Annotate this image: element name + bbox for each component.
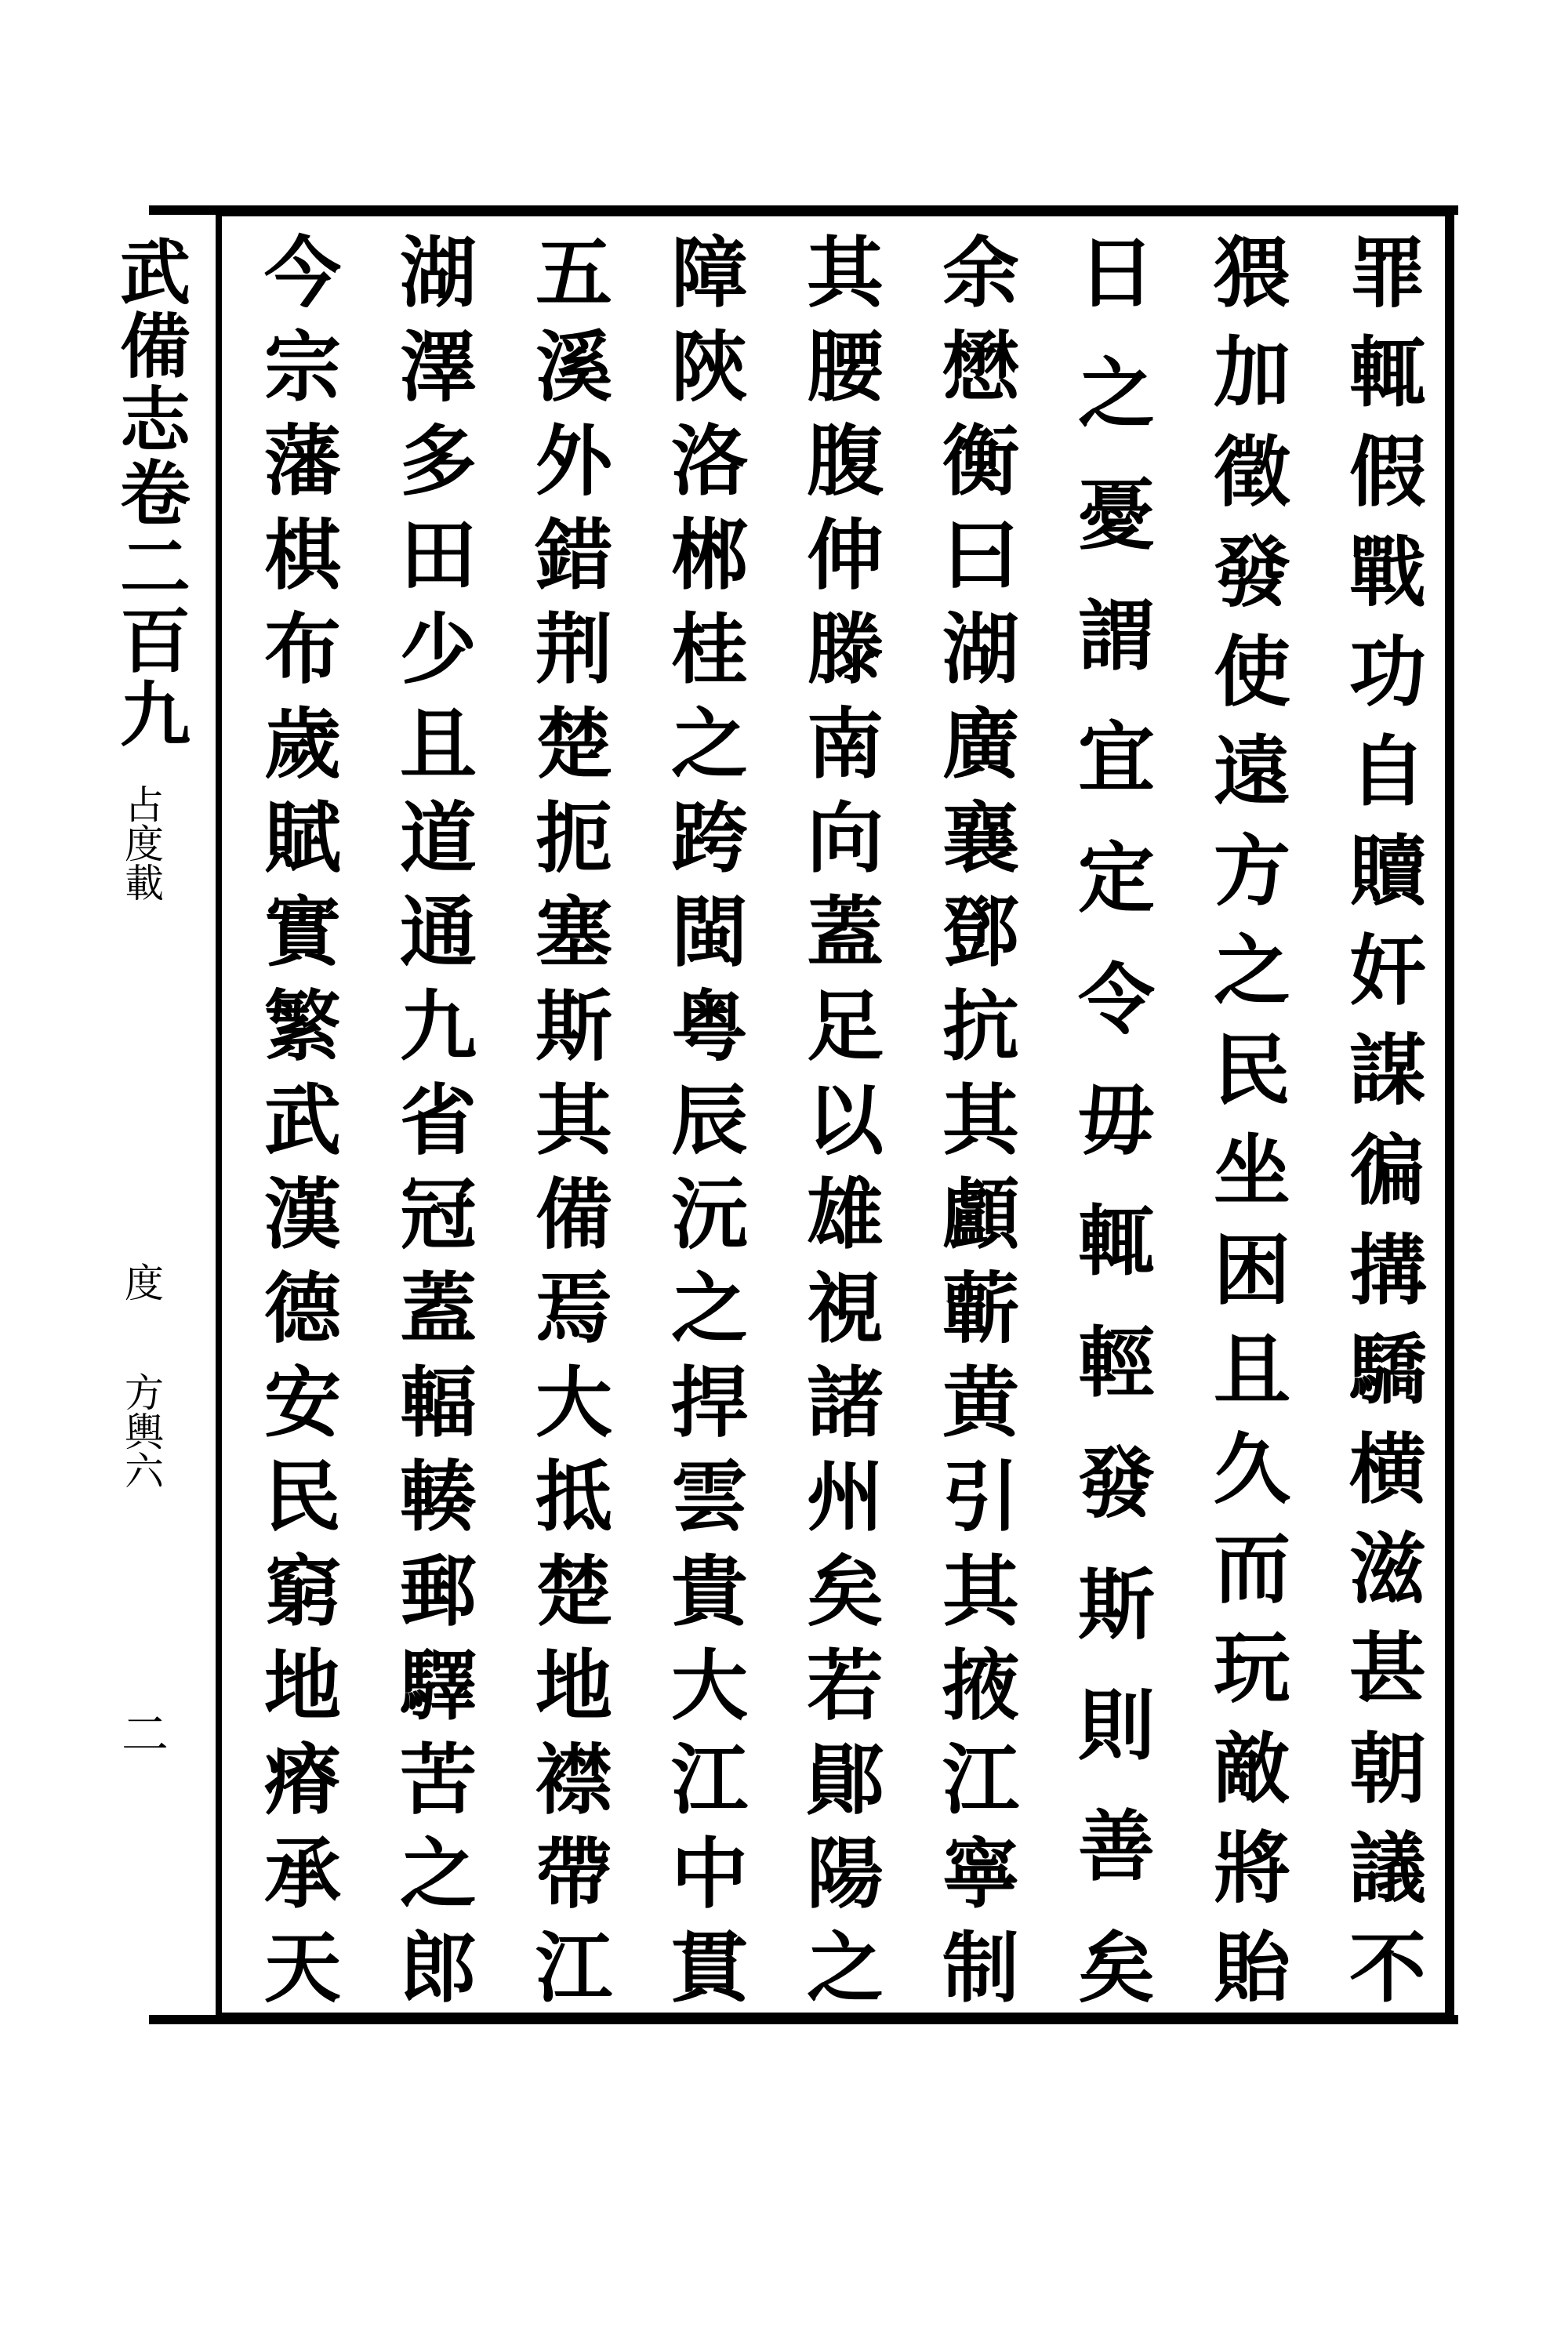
text-character: 賦 — [263, 793, 341, 884]
text-character: 安 — [263, 1358, 341, 1449]
text-character: 障 — [670, 228, 748, 318]
section-label-2: 方輿六 — [118, 1372, 164, 1490]
text-character: 蓋 — [399, 1264, 477, 1355]
text-character: 襟 — [535, 1734, 612, 1825]
text-character: 宗 — [263, 322, 341, 413]
text-character: 輕 — [1077, 1317, 1155, 1408]
text-character: 布 — [263, 604, 341, 695]
text-character: 則 — [1077, 1681, 1155, 1772]
text-character: 腰 — [806, 322, 884, 413]
text-character: 實 — [263, 887, 341, 978]
text-character: 貽 — [1213, 1922, 1290, 2013]
text-character: 少 — [399, 604, 477, 695]
text-character: 黄 — [942, 1358, 1019, 1449]
text-character: 貴 — [670, 1546, 748, 1637]
text-character: 令 — [1077, 954, 1155, 1045]
text-character: 余 — [942, 228, 1019, 318]
text-character: 之 — [670, 699, 748, 789]
text-character: 敵 — [1213, 1723, 1290, 1814]
text-column — [1341, 228, 1435, 2013]
text-character: 備 — [535, 1170, 612, 1261]
text-character: 輻 — [399, 1358, 477, 1449]
text-character: 假 — [1348, 427, 1426, 518]
text-character: 滋 — [1348, 1524, 1426, 1615]
text-character: 伸 — [806, 510, 884, 601]
text-column — [256, 228, 350, 2013]
text-character: 徵 — [1213, 427, 1290, 518]
text-character: 腹 — [806, 416, 884, 507]
text-character: 以 — [806, 1075, 884, 1166]
text-character: 通 — [399, 887, 477, 978]
text-column — [391, 228, 485, 2013]
text-character: 德 — [263, 1264, 341, 1355]
text-character: 功 — [1348, 626, 1426, 717]
text-character: 加 — [1213, 328, 1290, 419]
text-column — [662, 228, 757, 2013]
text-character: 甚 — [1348, 1624, 1426, 1715]
text-character: 捍 — [670, 1358, 748, 1449]
text-character: 宜 — [1077, 712, 1155, 803]
text-character: 焉 — [535, 1264, 612, 1355]
text-character: 將 — [1213, 1823, 1290, 1914]
text-character: 朝 — [1348, 1723, 1426, 1814]
text-character: 而 — [1213, 1524, 1290, 1615]
text-character: 中 — [670, 1828, 748, 1919]
text-character: 多 — [399, 416, 477, 507]
text-character: 罪 — [1348, 228, 1426, 318]
text-character: 之 — [1077, 349, 1155, 440]
text-character: 楚 — [535, 1546, 612, 1637]
text-character: 懋 — [942, 322, 1019, 413]
text-character: 郴 — [670, 510, 748, 601]
text-character: 沅 — [670, 1170, 748, 1261]
text-character: 貫 — [670, 1922, 748, 2013]
text-character: 繁 — [263, 981, 341, 1072]
text-character: 道 — [399, 793, 477, 884]
text-character: 地 — [535, 1640, 612, 1731]
text-column — [527, 228, 621, 2013]
text-character: 顱 — [942, 1170, 1019, 1261]
text-character: 瘠 — [263, 1734, 341, 1825]
text-character: 徧 — [1348, 1125, 1426, 1216]
text-character: 諸 — [806, 1358, 884, 1449]
text-character: 荆 — [535, 604, 612, 695]
text-character: 使 — [1213, 626, 1290, 717]
text-character: 猥 — [1213, 228, 1290, 318]
text-character: 鄖 — [806, 1734, 884, 1825]
text-character: 民 — [263, 1452, 341, 1543]
text-character: 溪 — [535, 322, 612, 413]
chapter-subtitle: 占度載 — [118, 784, 164, 902]
text-character: 雲 — [670, 1452, 748, 1543]
text-character: 廣 — [942, 699, 1019, 789]
text-character: 輒 — [1348, 328, 1426, 419]
text-character: 江 — [670, 1734, 748, 1825]
text-character: 衡 — [942, 416, 1019, 507]
text-character: 江 — [942, 1734, 1019, 1825]
text-character: 地 — [263, 1640, 341, 1731]
text-character: 掖 — [942, 1640, 1019, 1731]
text-character: 善 — [1077, 1802, 1155, 1893]
text-character: 郎 — [399, 1922, 477, 2013]
text-column — [934, 228, 1028, 2013]
page-number: 二 — [114, 1709, 169, 1756]
text-character: 省 — [399, 1075, 477, 1166]
text-character: 贖 — [1348, 826, 1426, 917]
text-character: 且 — [399, 699, 477, 789]
text-character: 滕 — [806, 604, 884, 695]
text-character: 民 — [1213, 1025, 1290, 1116]
text-character: 武 — [263, 1075, 341, 1166]
text-character: 辰 — [670, 1075, 748, 1166]
text-character: 陽 — [806, 1828, 884, 1919]
text-character: 外 — [535, 416, 612, 507]
text-character: 今 — [263, 228, 341, 318]
text-character: 引 — [942, 1452, 1019, 1543]
text-character: 之 — [399, 1828, 477, 1919]
text-character: 搆 — [1348, 1225, 1426, 1316]
text-character: 雄 — [806, 1170, 884, 1261]
section-label: 度 — [118, 1262, 164, 1301]
text-character: 之 — [1213, 926, 1290, 1017]
text-character: 洛 — [670, 416, 748, 507]
text-character: 冠 — [399, 1170, 477, 1261]
text-character: 跨 — [670, 793, 748, 884]
text-character: 田 — [399, 510, 477, 601]
text-character: 矣 — [806, 1546, 884, 1637]
text-character: 天 — [263, 1922, 341, 2013]
text-character: 輳 — [399, 1452, 477, 1543]
text-character: 議 — [1348, 1823, 1426, 1914]
text-character: 蘄 — [942, 1264, 1019, 1355]
text-character: 桂 — [670, 604, 748, 695]
text-character: 寧 — [942, 1828, 1019, 1919]
text-character: 謀 — [1348, 1025, 1426, 1116]
text-character: 方 — [1213, 826, 1290, 917]
text-character: 襄 — [942, 793, 1019, 884]
text-column — [1205, 228, 1299, 2013]
text-character: 抗 — [942, 981, 1019, 1072]
text-character: 承 — [263, 1828, 341, 1919]
text-character: 困 — [1213, 1225, 1290, 1316]
text-character: 發 — [1213, 527, 1290, 618]
text-character: 楚 — [535, 699, 612, 789]
text-character: 州 — [806, 1452, 884, 1543]
text-character: 曰 — [942, 510, 1019, 601]
text-character: 玩 — [1213, 1624, 1290, 1715]
text-character: 發 — [1077, 1439, 1155, 1530]
text-character: 五 — [535, 228, 612, 318]
text-character: 閩 — [670, 887, 748, 978]
text-character: 南 — [806, 699, 884, 789]
text-character: 其 — [942, 1546, 1019, 1637]
text-character: 藩 — [263, 416, 341, 507]
text-character: 憂 — [1077, 470, 1155, 561]
text-character: 矣 — [1077, 1922, 1155, 2013]
text-character: 錯 — [535, 510, 612, 601]
text-character: 大 — [670, 1640, 748, 1731]
text-character: 湖 — [942, 604, 1019, 695]
text-character: 驕 — [1348, 1324, 1426, 1415]
text-character: 坐 — [1213, 1125, 1290, 1216]
text-character: 足 — [806, 981, 884, 1072]
text-character: 其 — [535, 1075, 612, 1166]
text-character: 九 — [399, 981, 477, 1072]
text-character: 郵 — [399, 1546, 477, 1637]
gutter-margin — [107, 235, 191, 1960]
text-character: 帶 — [535, 1828, 612, 1919]
text-character: 澤 — [399, 322, 477, 413]
text-character: 斯 — [1077, 1559, 1155, 1650]
text-character: 向 — [806, 793, 884, 884]
text-character: 毋 — [1077, 1075, 1155, 1166]
text-character: 自 — [1348, 726, 1426, 817]
text-character: 戰 — [1348, 527, 1426, 618]
text-character: 苦 — [399, 1734, 477, 1825]
text-character: 蓋 — [806, 887, 884, 978]
text-character: 驛 — [399, 1640, 477, 1731]
text-character: 大 — [535, 1358, 612, 1449]
text-character: 久 — [1213, 1425, 1290, 1515]
text-character: 之 — [806, 1922, 884, 2013]
text-character: 横 — [1348, 1425, 1426, 1515]
text-character: 日 — [1077, 228, 1155, 318]
text-character: 漢 — [263, 1170, 341, 1261]
text-character: 湖 — [399, 228, 477, 318]
text-character: 遠 — [1213, 726, 1290, 817]
text-character: 定 — [1077, 833, 1155, 924]
text-character: 歲 — [263, 699, 341, 789]
text-character: 粤 — [670, 981, 748, 1072]
text-character: 其 — [806, 228, 884, 318]
text-column — [1069, 228, 1163, 2013]
text-character: 扼 — [535, 793, 612, 884]
text-character: 窮 — [263, 1546, 341, 1637]
text-character: 制 — [942, 1922, 1019, 2013]
text-character: 若 — [806, 1640, 884, 1731]
text-character: 江 — [535, 1922, 612, 2013]
text-character: 棋 — [263, 510, 341, 601]
text-character: 陝 — [670, 322, 748, 413]
text-character: 抵 — [535, 1452, 612, 1543]
text-character: 其 — [942, 1075, 1019, 1166]
text-character: 輒 — [1077, 1196, 1155, 1287]
text-character: 視 — [806, 1264, 884, 1355]
text-character: 謂 — [1077, 591, 1155, 682]
text-character: 且 — [1213, 1324, 1290, 1415]
text-character: 不 — [1348, 1922, 1426, 2013]
text-character: 之 — [670, 1264, 748, 1355]
text-column — [798, 228, 892, 2013]
text-character: 斯 — [535, 981, 612, 1072]
text-character: 奸 — [1348, 926, 1426, 1017]
text-character: 鄧 — [942, 887, 1019, 978]
text-character: 塞 — [535, 887, 612, 978]
book-title: 武備志卷二百九 — [107, 235, 191, 751]
